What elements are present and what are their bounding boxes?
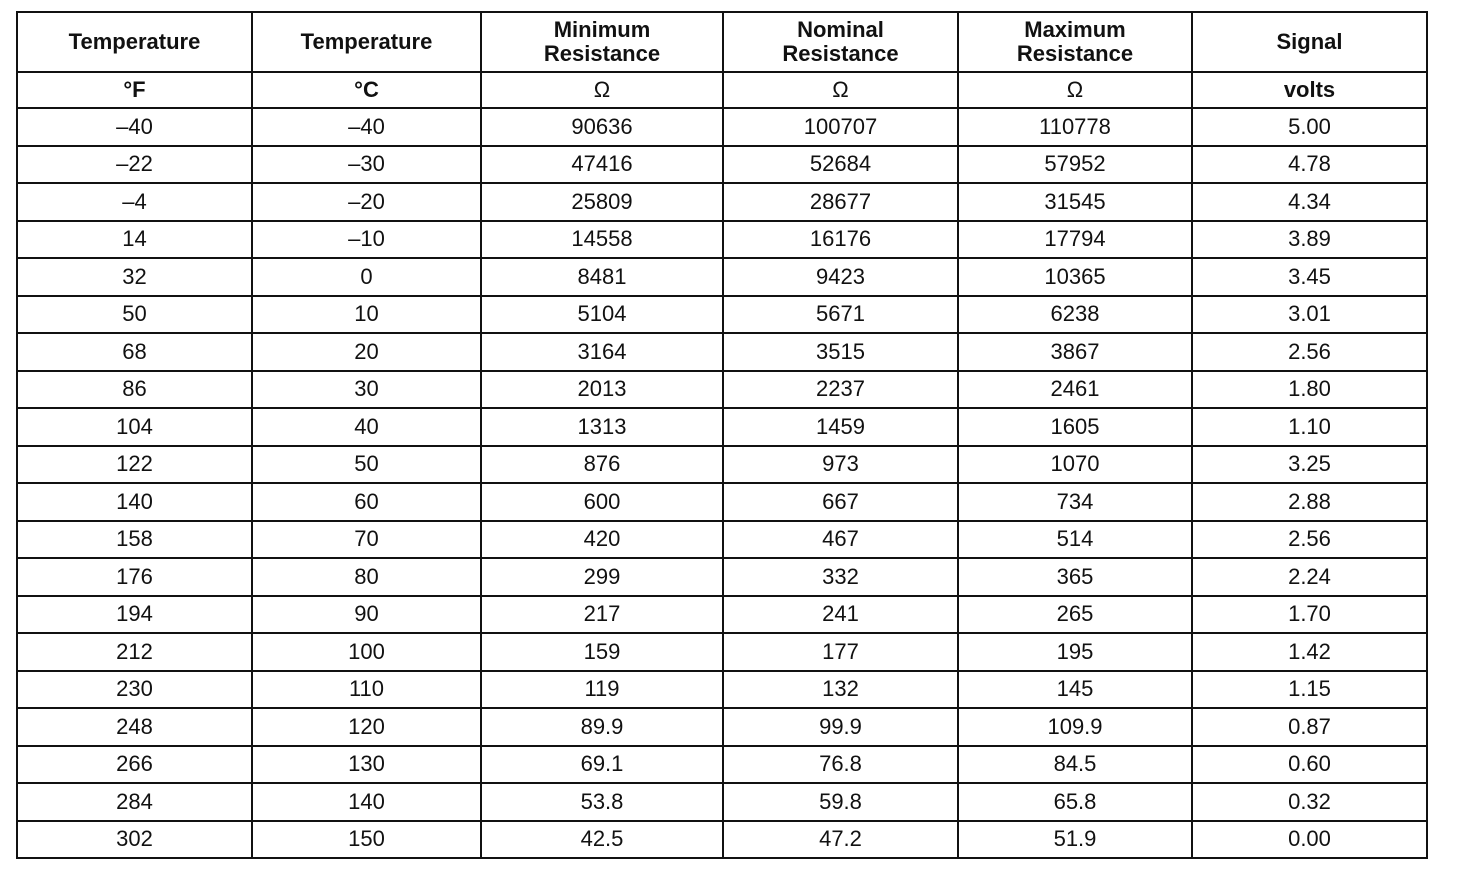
signal-volts-cell: 2.56 <box>1192 521 1427 559</box>
signal-volts-cell: 4.34 <box>1192 183 1427 221</box>
max-resistance-cell: 265 <box>958 596 1192 634</box>
table-row <box>17 483 1427 521</box>
temp-f-cell: 230 <box>17 671 252 709</box>
header-temperature-c: Temperature <box>252 12 481 72</box>
min-resistance-cell: 25809 <box>481 183 723 221</box>
unit-volts: volts <box>1192 72 1427 108</box>
nominal-resistance-cell: 47.2 <box>723 821 958 859</box>
max-resistance-cell: 6238 <box>958 296 1192 334</box>
header-nominal-resistance <box>723 12 958 72</box>
temp-f-cell: 302 <box>17 821 252 859</box>
header-minimum-resistance-label: Minimum Resistance <box>543 17 661 66</box>
temp-f-cell: 14 <box>17 221 252 259</box>
temp-c-cell: 20 <box>252 333 481 371</box>
nominal-resistance-cell: 100707 <box>723 108 958 146</box>
min-resistance-cell: 53.8 <box>481 783 723 821</box>
header-maximum-resistance <box>958 12 1192 72</box>
table-row <box>17 146 1427 184</box>
nominal-resistance-cell: 332 <box>723 558 958 596</box>
signal-volts-cell: 4.78 <box>1192 146 1427 184</box>
signal-volts-cell: 1.80 <box>1192 371 1427 409</box>
temp-f-cell: 284 <box>17 783 252 821</box>
temp-f-cell: 104 <box>17 408 252 446</box>
temp-c-cell: 110 <box>252 671 481 709</box>
nominal-resistance-cell: 973 <box>723 446 958 484</box>
table-row <box>17 671 1427 709</box>
header-maximum-resistance-label: Maximum Resistance <box>1016 17 1134 66</box>
table-row <box>17 183 1427 221</box>
table-row <box>17 446 1427 484</box>
signal-volts-cell: 1.10 <box>1192 408 1427 446</box>
max-resistance-cell: 57952 <box>958 146 1192 184</box>
temp-c-cell: –30 <box>252 146 481 184</box>
nominal-resistance-cell: 5671 <box>723 296 958 334</box>
max-resistance-cell: 1070 <box>958 446 1192 484</box>
min-resistance-cell: 89.9 <box>481 708 723 746</box>
nominal-resistance-cell: 2237 <box>723 371 958 409</box>
min-resistance-cell: 42.5 <box>481 821 723 859</box>
temp-f-cell: 212 <box>17 633 252 671</box>
max-resistance-cell: 51.9 <box>958 821 1192 859</box>
temp-c-cell: 100 <box>252 633 481 671</box>
max-resistance-cell: 734 <box>958 483 1192 521</box>
temp-c-cell: 50 <box>252 446 481 484</box>
signal-volts-cell: 2.56 <box>1192 333 1427 371</box>
table-row <box>17 108 1427 146</box>
signal-volts-cell: 5.00 <box>1192 108 1427 146</box>
header-temperature-f: Temperature <box>17 12 252 72</box>
table-row <box>17 258 1427 296</box>
max-resistance-cell: 3867 <box>958 333 1192 371</box>
temp-c-cell: 90 <box>252 596 481 634</box>
temp-f-cell: 176 <box>17 558 252 596</box>
temp-f-cell: 140 <box>17 483 252 521</box>
temp-f-cell: 68 <box>17 333 252 371</box>
signal-volts-cell: 1.42 <box>1192 633 1427 671</box>
table-body <box>17 108 1427 858</box>
min-resistance-cell: 47416 <box>481 146 723 184</box>
min-resistance-cell: 2013 <box>481 371 723 409</box>
temp-f-cell: 248 <box>17 708 252 746</box>
nominal-resistance-cell: 241 <box>723 596 958 634</box>
max-resistance-cell: 195 <box>958 633 1192 671</box>
temp-f-cell: –40 <box>17 108 252 146</box>
nominal-resistance-cell: 1459 <box>723 408 958 446</box>
max-resistance-cell: 10365 <box>958 258 1192 296</box>
nominal-resistance-cell: 132 <box>723 671 958 709</box>
signal-volts-cell: 1.15 <box>1192 671 1427 709</box>
header-minimum-resistance <box>481 12 723 72</box>
signal-volts-cell: 2.88 <box>1192 483 1427 521</box>
nominal-resistance-cell: 9423 <box>723 258 958 296</box>
signal-volts-cell: 0.87 <box>1192 708 1427 746</box>
min-resistance-cell: 217 <box>481 596 723 634</box>
table-row <box>17 633 1427 671</box>
max-resistance-cell: 84.5 <box>958 746 1192 784</box>
max-resistance-cell: 31545 <box>958 183 1192 221</box>
table-row <box>17 596 1427 634</box>
temp-f-cell: –22 <box>17 146 252 184</box>
table-row <box>17 296 1427 334</box>
table-row <box>17 371 1427 409</box>
sensor-resistance-table <box>16 11 1428 859</box>
min-resistance-cell: 876 <box>481 446 723 484</box>
temp-f-cell: 158 <box>17 521 252 559</box>
header-row <box>17 12 1427 72</box>
min-resistance-cell: 600 <box>481 483 723 521</box>
table-row <box>17 333 1427 371</box>
min-resistance-cell: 420 <box>481 521 723 559</box>
temp-f-cell: –4 <box>17 183 252 221</box>
temp-c-cell: 150 <box>252 821 481 859</box>
table-row <box>17 708 1427 746</box>
max-resistance-cell: 365 <box>958 558 1192 596</box>
temp-c-cell: 30 <box>252 371 481 409</box>
temp-f-cell: 194 <box>17 596 252 634</box>
min-resistance-cell: 69.1 <box>481 746 723 784</box>
temp-c-cell: 40 <box>252 408 481 446</box>
signal-volts-cell: 3.45 <box>1192 258 1427 296</box>
temp-c-cell: 70 <box>252 521 481 559</box>
temp-c-cell: 60 <box>252 483 481 521</box>
max-resistance-cell: 2461 <box>958 371 1192 409</box>
unit-fahrenheit: °F <box>17 72 252 108</box>
max-resistance-cell: 109.9 <box>958 708 1192 746</box>
temp-f-cell: 32 <box>17 258 252 296</box>
nominal-resistance-cell: 28677 <box>723 183 958 221</box>
min-resistance-cell: 299 <box>481 558 723 596</box>
unit-ohm-min: Ω <box>481 72 723 108</box>
temp-c-cell: 0 <box>252 258 481 296</box>
signal-volts-cell: 0.00 <box>1192 821 1427 859</box>
temp-c-cell: –40 <box>252 108 481 146</box>
temp-f-cell: 86 <box>17 371 252 409</box>
nominal-resistance-cell: 467 <box>723 521 958 559</box>
signal-volts-cell: 3.25 <box>1192 446 1427 484</box>
temp-f-cell: 266 <box>17 746 252 784</box>
table-row <box>17 558 1427 596</box>
signal-volts-cell: 3.01 <box>1192 296 1427 334</box>
nominal-resistance-cell: 52684 <box>723 146 958 184</box>
signal-volts-cell: 2.24 <box>1192 558 1427 596</box>
max-resistance-cell: 65.8 <box>958 783 1192 821</box>
signal-volts-cell: 1.70 <box>1192 596 1427 634</box>
max-resistance-cell: 514 <box>958 521 1192 559</box>
max-resistance-cell: 110778 <box>958 108 1192 146</box>
temp-c-cell: 10 <box>252 296 481 334</box>
signal-volts-cell: 0.60 <box>1192 746 1427 784</box>
unit-ohm-max: Ω <box>958 72 1192 108</box>
table-row <box>17 783 1427 821</box>
nominal-resistance-cell: 667 <box>723 483 958 521</box>
nominal-resistance-cell: 99.9 <box>723 708 958 746</box>
nominal-resistance-cell: 177 <box>723 633 958 671</box>
temp-c-cell: 80 <box>252 558 481 596</box>
header-nominal-resistance-label: Nominal Resistance <box>782 17 899 66</box>
min-resistance-cell: 3164 <box>481 333 723 371</box>
nominal-resistance-cell: 76.8 <box>723 746 958 784</box>
nominal-resistance-cell: 3515 <box>723 333 958 371</box>
unit-row <box>17 72 1427 108</box>
unit-ohm-nominal: Ω <box>723 72 958 108</box>
table-row <box>17 408 1427 446</box>
table-row <box>17 821 1427 859</box>
header-signal: Signal <box>1192 12 1427 72</box>
temp-c-cell: –10 <box>252 221 481 259</box>
temp-f-cell: 50 <box>17 296 252 334</box>
temp-c-cell: 140 <box>252 783 481 821</box>
temp-c-cell: 130 <box>252 746 481 784</box>
table-row <box>17 521 1427 559</box>
table-row <box>17 746 1427 784</box>
min-resistance-cell: 159 <box>481 633 723 671</box>
temp-c-cell: –20 <box>252 183 481 221</box>
min-resistance-cell: 8481 <box>481 258 723 296</box>
nominal-resistance-cell: 16176 <box>723 221 958 259</box>
min-resistance-cell: 14558 <box>481 221 723 259</box>
min-resistance-cell: 119 <box>481 671 723 709</box>
temp-f-cell: 122 <box>17 446 252 484</box>
min-resistance-cell: 1313 <box>481 408 723 446</box>
unit-celsius: °C <box>252 72 481 108</box>
max-resistance-cell: 17794 <box>958 221 1192 259</box>
nominal-resistance-cell: 59.8 <box>723 783 958 821</box>
temp-c-cell: 120 <box>252 708 481 746</box>
table-row <box>17 221 1427 259</box>
signal-volts-cell: 0.32 <box>1192 783 1427 821</box>
min-resistance-cell: 90636 <box>481 108 723 146</box>
max-resistance-cell: 1605 <box>958 408 1192 446</box>
signal-volts-cell: 3.89 <box>1192 221 1427 259</box>
min-resistance-cell: 5104 <box>481 296 723 334</box>
max-resistance-cell: 145 <box>958 671 1192 709</box>
